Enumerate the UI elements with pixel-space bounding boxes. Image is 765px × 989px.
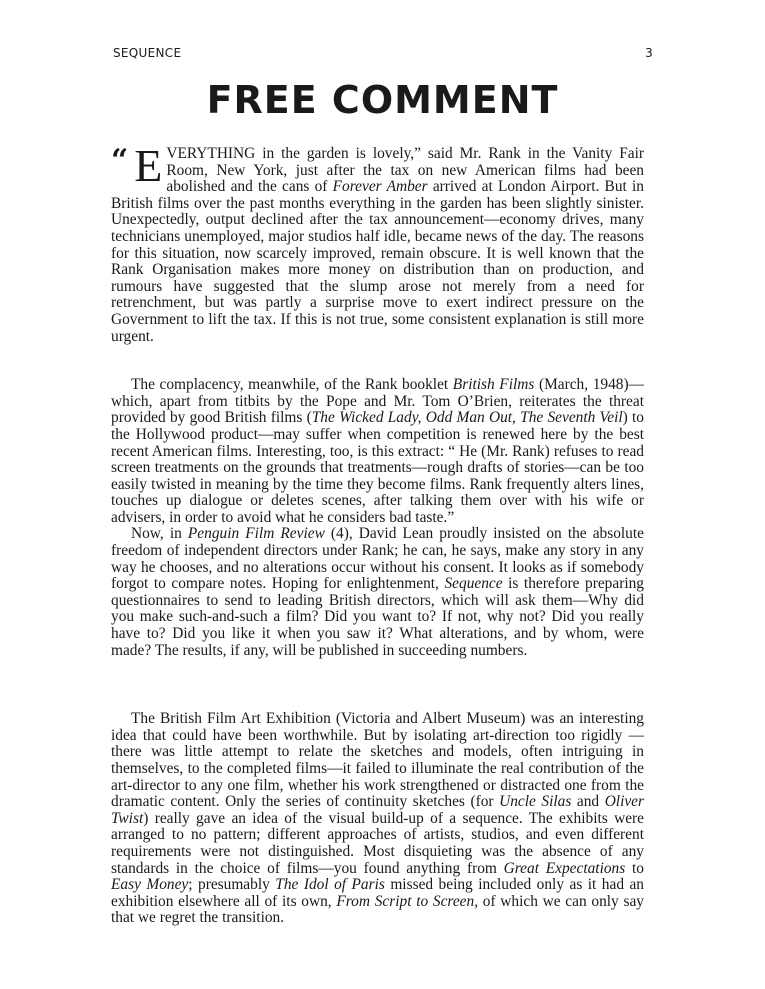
drop-cap: E xyxy=(134,140,163,191)
running-head xyxy=(113,46,653,62)
film-title: Forever Amber xyxy=(332,178,428,196)
opening-quote-mark: “ xyxy=(111,143,129,178)
text-run: and xyxy=(571,793,605,811)
magazine-title: Sequence xyxy=(444,575,503,593)
film-titles: The Wicked Lady, Odd Man Out, The Seventh Veil xyxy=(311,409,623,427)
text-run: missed being included only as it had an exhibition elsewhere all of its own, xyxy=(111,876,644,910)
text-run: The British Film Art Exhibition (Victoria and Albert Museum) was an interesting idea that could have been worthwhile. But by isolating art-direction too rigidly — there was little attempt to relate the sketches and models, often intriguing in themselves, to the completed films—it failed to illuminate the real contribution of the art-director to any one film, whether his work strengthened or distracted one from the dramatic content. Only the series of continuity sketches (for xyxy=(111,710,644,811)
paragraph-1-text: VERYTHING in the garden is lovely,” said Mr. Rank in the Vanity Fair Room, New York, just after the tax on new American films had been abolished and the cans of xyxy=(166,145,644,196)
film-title: The Idol of Paris xyxy=(275,876,385,894)
paragraph-3 xyxy=(111,526,644,659)
text-run: Now, in xyxy=(131,525,188,543)
text-run: (March, 1948)—which, apart from titbits by the Pope and Mr. Tom O’Brien, reiterates the threat provided by good British films ( xyxy=(111,376,644,427)
section-name: SEQUENCE xyxy=(113,46,182,60)
text-run: The complacency, meanwhile, of the Rank booklet xyxy=(131,376,453,394)
text-run: (4), David Lean proudly insisted on the absolute freedom of independent directors under Rank; he can, he says, make any story in any way he chooses, and no alterations occur without his consent. It looks as if somebody forgot to compare notes. Hoping for enlightenment, xyxy=(111,525,644,593)
article-body xyxy=(111,140,645,927)
text-run: is therefore preparing questionnaires to send to leading British directors, which will ask them—Why did you make such-and-such a film? Did you want to? If not, why not? Did you really have to? Did you like it when you saw it? What alterations, and by whom, were made? The results, if any, will be published in succeeding numbers. xyxy=(111,575,644,659)
text-run: to xyxy=(625,859,644,877)
paragraph-1 xyxy=(111,140,644,345)
page-number: 3 xyxy=(645,46,653,60)
text-run: , of which we can only say that we regret the transition. xyxy=(111,892,644,927)
film-title: Oliver Twist xyxy=(111,793,645,827)
text-run: ) really gave an idea of the visual build-up of a sequence. The exhibits were arranged to no pattern; different approaches of artists, studios, and even different requirements were not distinguished. Most disquieting was the absence of any standards in the choice of films—you found anything from xyxy=(111,809,644,877)
booklet-title: British Films xyxy=(452,376,535,394)
text-run: ) to the Hollywood product—may suffer when competition is renewed here by the best recent American films. Interesting, too, is this extract: “ He (Mr. Rank) refuses to read screen treatments on the grounds that treatments—rough drafts of stories—can be too easily twisted in meaning by the time they become films. Rank frequently alters lines, touches up dialogue or deletes scenes, after talking them over with his wife or advisers, in order to avoid what he considers bad taste.” xyxy=(111,409,644,526)
exhibition-title: From Script to Screen xyxy=(336,892,475,910)
paragraph-4 xyxy=(111,711,644,927)
film-title: Easy Money xyxy=(111,876,189,894)
paragraph-2 xyxy=(111,377,644,526)
page-title: FREE COMMENT xyxy=(206,78,559,122)
publication-title: Penguin Film Review xyxy=(187,525,325,543)
film-title: Great Expectations xyxy=(503,859,626,877)
text-run: ; presumably xyxy=(188,876,276,894)
section-gap xyxy=(111,659,644,711)
film-title: Uncle Silas xyxy=(499,793,572,811)
section-gap xyxy=(111,345,644,377)
paragraph-1-text-2: arrived at London Airport. But in British films over the past months everything in the garden has been slightly sinister. Unexpectedly, output declined after the tax announcement—economy drives, many technicians unemployed, major studios half idle, became news of the day. The reasons for this situation, now scarcely improved, remain obscure. It is well known that the Rank Organisation makes more money on distribution than on production, and rumours have suggested that the slump arose not merely from a need for retrenchment, but was partly a surprise move to exert indirect pressure on the Government to lift the tax. If this is not true, some consistent explanation is still more urgent. xyxy=(111,178,644,345)
